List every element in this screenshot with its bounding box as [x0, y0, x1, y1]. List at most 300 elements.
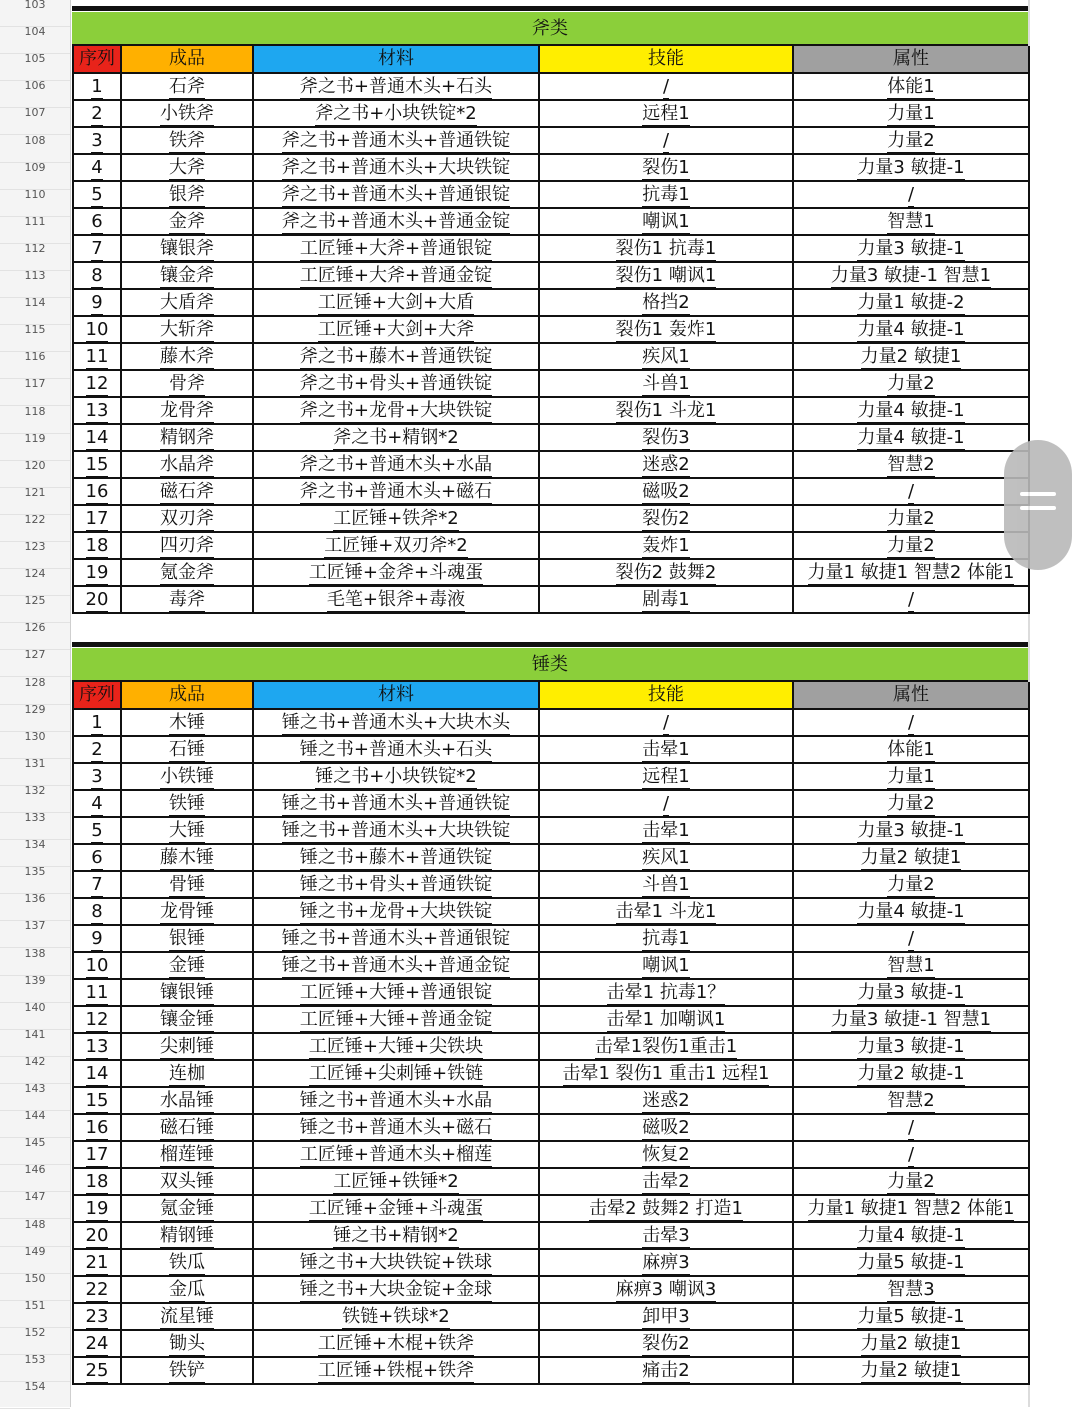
cell-skill[interactable] [539, 451, 793, 478]
cell-index[interactable] [73, 925, 121, 952]
row-number[interactable]: 127 [24, 648, 46, 661]
cell-material[interactable] [253, 925, 539, 952]
cell-product[interactable] [121, 262, 253, 289]
cell-attribute[interactable] [793, 262, 1029, 289]
table-row [73, 343, 1029, 370]
cell-index[interactable] [73, 559, 121, 586]
cell-attribute[interactable] [793, 424, 1029, 451]
cell-skill[interactable] [539, 1276, 793, 1303]
cell-skill[interactable] [539, 1195, 793, 1222]
cell-attribute[interactable] [793, 154, 1029, 181]
floating-scroll-handle[interactable] [1004, 440, 1072, 570]
cell-index[interactable] [73, 1033, 121, 1060]
cell-attribute-text: 力量2 [887, 535, 935, 556]
row-number[interactable]: 154 [24, 1380, 46, 1393]
cell-material[interactable] [253, 478, 539, 505]
table-row [73, 1141, 1029, 1168]
cell-material[interactable] [253, 1303, 539, 1330]
cell-index[interactable] [73, 424, 121, 451]
cell-index-text: 7 [91, 874, 103, 895]
table-row [73, 790, 1029, 817]
cell-attribute[interactable] [793, 817, 1029, 844]
row-number[interactable]: 103 [24, 0, 46, 11]
row-number[interactable]: 111 [24, 215, 46, 228]
row-number[interactable]: 147 [24, 1190, 46, 1203]
cell-index[interactable] [73, 871, 121, 898]
cell-material[interactable] [253, 898, 539, 925]
cell-skill[interactable] [539, 871, 793, 898]
cell-material[interactable] [253, 979, 539, 1006]
cell-material[interactable] [253, 316, 539, 343]
cell-skill[interactable] [539, 1303, 793, 1330]
cell-material[interactable] [253, 208, 539, 235]
cell-index[interactable] [73, 289, 121, 316]
cell-skill[interactable] [539, 181, 793, 208]
row-number[interactable]: 145 [24, 1136, 46, 1149]
cell-index-text: 9 [91, 928, 103, 949]
cell-product[interactable] [121, 844, 253, 871]
cell-material[interactable] [253, 289, 539, 316]
row-number[interactable]: 139 [24, 974, 46, 987]
cell-index[interactable] [73, 343, 121, 370]
cell-skill[interactable] [539, 898, 793, 925]
table-row [73, 262, 1029, 289]
cell-product[interactable] [121, 1330, 253, 1357]
cell-product[interactable] [121, 790, 253, 817]
cell-product[interactable] [121, 397, 253, 424]
cell-product[interactable] [121, 1249, 253, 1276]
cell-attribute[interactable] [793, 1357, 1029, 1384]
cell-product[interactable] [121, 1357, 253, 1384]
cell-product-text: 金锤 [169, 955, 205, 976]
cell-product[interactable] [121, 316, 253, 343]
cell-material[interactable] [253, 1087, 539, 1114]
cell-material[interactable] [253, 1195, 539, 1222]
cell-material[interactable] [253, 127, 539, 154]
cell-index[interactable] [73, 370, 121, 397]
cell-skill[interactable] [539, 736, 793, 763]
cell-material[interactable] [253, 1249, 539, 1276]
cell-product[interactable] [121, 1060, 253, 1087]
cell-attribute[interactable] [793, 397, 1029, 424]
cell-skill[interactable] [539, 709, 793, 736]
row-number[interactable]: 114 [24, 296, 46, 309]
row-number[interactable]: 129 [24, 703, 46, 716]
row-number[interactable]: 150 [24, 1272, 46, 1285]
cell-index[interactable] [73, 73, 121, 100]
cell-skill[interactable] [539, 532, 793, 559]
cell-attribute[interactable] [793, 763, 1029, 790]
cell-index[interactable] [73, 100, 121, 127]
cell-attribute[interactable] [793, 532, 1029, 559]
cell-attribute[interactable] [793, 1006, 1029, 1033]
cell-attribute[interactable] [793, 289, 1029, 316]
cell-index[interactable] [73, 154, 121, 181]
cell-index[interactable] [73, 1222, 121, 1249]
cell-skill[interactable] [539, 100, 793, 127]
cell-attribute[interactable] [793, 505, 1029, 532]
cell-index[interactable] [73, 1087, 121, 1114]
row-number[interactable]: 112 [24, 242, 46, 255]
cell-skill[interactable] [539, 1006, 793, 1033]
cell-product[interactable] [121, 736, 253, 763]
cell-index[interactable] [73, 451, 121, 478]
row-number[interactable]: 134 [24, 838, 46, 851]
cell-index[interactable] [73, 817, 121, 844]
cell-attribute[interactable] [793, 1114, 1029, 1141]
cell-material[interactable] [253, 1060, 539, 1087]
cell-material[interactable] [253, 154, 539, 181]
cell-product[interactable] [121, 1087, 253, 1114]
cell-attribute[interactable] [793, 898, 1029, 925]
cell-attribute[interactable] [793, 979, 1029, 1006]
cell-product[interactable] [121, 1033, 253, 1060]
cell-index[interactable] [73, 898, 121, 925]
row-number[interactable]: 108 [24, 134, 46, 147]
cell-attribute[interactable] [793, 559, 1029, 586]
cell-attribute[interactable] [793, 1033, 1029, 1060]
row-number[interactable]: 118 [24, 405, 46, 418]
cell-product[interactable] [121, 979, 253, 1006]
cell-product[interactable] [121, 478, 253, 505]
cell-material[interactable] [253, 532, 539, 559]
cell-attribute[interactable] [793, 1303, 1029, 1330]
cell-skill[interactable] [539, 1222, 793, 1249]
row-number[interactable]: 149 [24, 1245, 46, 1258]
cell-skill[interactable] [539, 586, 793, 613]
cell-skill[interactable] [539, 952, 793, 979]
cell-index[interactable] [73, 952, 121, 979]
cell-skill[interactable] [539, 289, 793, 316]
row-number[interactable]: 152 [24, 1326, 46, 1339]
cell-product[interactable] [121, 370, 253, 397]
row-number[interactable]: 137 [24, 919, 46, 932]
cell-material[interactable] [253, 1222, 539, 1249]
cell-product[interactable] [121, 127, 253, 154]
cell-index[interactable] [73, 1357, 121, 1384]
cell-attribute[interactable] [793, 370, 1029, 397]
cell-attribute[interactable] [793, 790, 1029, 817]
cell-attribute[interactable] [793, 925, 1029, 952]
cell-index[interactable] [73, 316, 121, 343]
cell-product[interactable] [121, 424, 253, 451]
cell-skill[interactable] [539, 1087, 793, 1114]
cell-index[interactable] [73, 1330, 121, 1357]
cell-skill[interactable] [539, 1249, 793, 1276]
row-number[interactable]: 124 [24, 567, 46, 580]
cell-attribute[interactable] [793, 1222, 1029, 1249]
row-number[interactable]: 120 [24, 459, 46, 472]
cell-index[interactable] [73, 262, 121, 289]
cell-product-text: 磁石锤 [160, 1117, 214, 1138]
row-number[interactable]: 123 [24, 540, 46, 553]
cell-skill[interactable] [539, 208, 793, 235]
cell-product[interactable] [121, 235, 253, 262]
cell-skill[interactable] [539, 154, 793, 181]
cell-skill[interactable] [539, 1060, 793, 1087]
cell-product[interactable] [121, 898, 253, 925]
row-number[interactable]: 130 [24, 730, 46, 743]
cell-material[interactable] [253, 73, 539, 100]
cell-skill[interactable] [539, 316, 793, 343]
cell-product[interactable] [121, 709, 253, 736]
cell-product[interactable] [121, 532, 253, 559]
cell-index[interactable] [73, 979, 121, 1006]
cell-material-text: 工匠锤+大锤+普通金锭 [299, 1009, 493, 1030]
cell-product[interactable] [121, 1168, 253, 1195]
row-number[interactable]: 146 [24, 1163, 46, 1176]
cell-skill[interactable] [539, 235, 793, 262]
cell-attribute[interactable] [793, 871, 1029, 898]
cell-index[interactable] [73, 1168, 121, 1195]
row-number[interactable]: 151 [24, 1299, 46, 1312]
cell-attribute[interactable] [793, 1195, 1029, 1222]
row-number[interactable]: 109 [24, 161, 46, 174]
cell-attribute[interactable] [793, 100, 1029, 127]
cell-index-text: 19 [85, 1198, 109, 1219]
cell-attribute[interactable] [793, 1168, 1029, 1195]
row-number[interactable]: 143 [24, 1082, 46, 1095]
cell-index[interactable] [73, 208, 121, 235]
cell-index[interactable] [73, 505, 121, 532]
row-number[interactable]: 115 [24, 323, 46, 336]
cell-attribute[interactable] [793, 316, 1029, 343]
cell-material[interactable] [253, 817, 539, 844]
table-row [73, 532, 1029, 559]
row-number[interactable]: 119 [24, 432, 46, 445]
row-number[interactable]: 104 [24, 25, 46, 38]
cell-product[interactable] [121, 289, 253, 316]
cell-material[interactable] [253, 451, 539, 478]
cell-material-text: 锤之书+骨头+普通铁锭 [299, 874, 493, 895]
cell-skill[interactable] [539, 817, 793, 844]
cell-material[interactable] [253, 424, 539, 451]
cell-index[interactable] [73, 397, 121, 424]
cell-attribute[interactable] [793, 952, 1029, 979]
row-number[interactable]: 144 [24, 1109, 46, 1122]
cell-index[interactable] [73, 127, 121, 154]
cell-material[interactable] [253, 1330, 539, 1357]
cell-attribute-text: 力量2 敏捷1 [860, 1333, 962, 1354]
cell-skill[interactable] [539, 1330, 793, 1357]
cell-index[interactable] [73, 844, 121, 871]
cell-index[interactable] [73, 478, 121, 505]
cell-product[interactable] [121, 1222, 253, 1249]
cell-product[interactable] [121, 559, 253, 586]
row-number[interactable]: 107 [24, 106, 46, 119]
cell-skill[interactable] [539, 1357, 793, 1384]
row-number[interactable]: 117 [24, 377, 46, 390]
cell-material[interactable] [253, 763, 539, 790]
cell-attribute[interactable] [793, 181, 1029, 208]
row-number[interactable]: 106 [24, 79, 46, 92]
cell-attribute[interactable] [793, 736, 1029, 763]
cell-product[interactable] [121, 208, 253, 235]
cell-skill[interactable] [539, 478, 793, 505]
row-number[interactable]: 116 [24, 350, 46, 363]
row-number[interactable]: 136 [24, 892, 46, 905]
cell-material[interactable] [253, 100, 539, 127]
cell-material[interactable] [253, 505, 539, 532]
row-number[interactable]: 126 [24, 621, 46, 634]
cell-material[interactable] [253, 790, 539, 817]
row-number[interactable]: 135 [24, 865, 46, 878]
row-number[interactable]: 125 [24, 594, 46, 607]
row-number[interactable]: 138 [24, 947, 46, 960]
row-number[interactable]: 133 [24, 811, 46, 824]
cell-product[interactable] [121, 1006, 253, 1033]
row-number[interactable]: 131 [24, 757, 46, 770]
cell-skill[interactable] [539, 1141, 793, 1168]
cell-index[interactable] [73, 790, 121, 817]
cell-skill[interactable] [539, 1033, 793, 1060]
cell-product[interactable] [121, 763, 253, 790]
cell-skill[interactable] [539, 262, 793, 289]
cell-material[interactable] [253, 343, 539, 370]
cell-index-text: 16 [85, 1117, 109, 1138]
cell-index[interactable] [73, 181, 121, 208]
cell-index[interactable] [73, 1303, 121, 1330]
cell-index[interactable] [73, 1141, 121, 1168]
table-row [73, 586, 1029, 613]
cell-material[interactable] [253, 1141, 539, 1168]
cell-attribute[interactable] [793, 343, 1029, 370]
cell-material[interactable] [253, 1006, 539, 1033]
cell-index[interactable] [73, 1060, 121, 1087]
cell-product[interactable] [121, 1114, 253, 1141]
cell-material[interactable] [253, 1114, 539, 1141]
cell-material[interactable] [253, 871, 539, 898]
cell-skill[interactable] [539, 1168, 793, 1195]
cell-skill[interactable] [539, 397, 793, 424]
cell-material[interactable] [253, 736, 539, 763]
cell-index[interactable] [73, 1195, 121, 1222]
cell-attribute[interactable] [793, 844, 1029, 871]
cell-index[interactable] [73, 1006, 121, 1033]
cell-product[interactable] [121, 817, 253, 844]
cell-index[interactable] [73, 586, 121, 613]
cell-skill[interactable] [539, 370, 793, 397]
cell-attribute[interactable] [793, 73, 1029, 100]
cell-skill[interactable] [539, 73, 793, 100]
cell-attribute[interactable] [793, 235, 1029, 262]
cell-material-text: 工匠锤+金斧+斗魂蛋 [308, 562, 484, 583]
cell-product[interactable] [121, 343, 253, 370]
cell-material[interactable] [253, 262, 539, 289]
cell-product[interactable] [121, 925, 253, 952]
cell-index[interactable] [73, 1276, 121, 1303]
cell-material[interactable] [253, 709, 539, 736]
cell-material[interactable] [253, 586, 539, 613]
cell-product[interactable] [121, 1141, 253, 1168]
cell-index[interactable] [73, 1114, 121, 1141]
cell-material[interactable] [253, 181, 539, 208]
cell-material[interactable] [253, 844, 539, 871]
cell-skill[interactable] [539, 505, 793, 532]
row-number[interactable]: 113 [24, 269, 46, 282]
cell-product[interactable] [121, 181, 253, 208]
cell-skill[interactable] [539, 979, 793, 1006]
cell-product[interactable] [121, 154, 253, 181]
cell-material[interactable] [253, 370, 539, 397]
cell-product[interactable] [121, 73, 253, 100]
cell-skill[interactable] [539, 127, 793, 154]
cell-index[interactable] [73, 235, 121, 262]
cell-skill[interactable] [539, 844, 793, 871]
row-number[interactable]: 105 [24, 52, 46, 65]
header-material: 材料 [253, 46, 539, 73]
cell-skill[interactable] [539, 1114, 793, 1141]
cell-skill[interactable] [539, 559, 793, 586]
cell-attribute[interactable] [793, 478, 1029, 505]
cell-attribute[interactable] [793, 1087, 1029, 1114]
cell-skill[interactable] [539, 925, 793, 952]
cell-attribute[interactable] [793, 709, 1029, 736]
row-number[interactable]: 153 [24, 1353, 46, 1366]
row-number[interactable]: 142 [24, 1055, 46, 1068]
row-number[interactable]: 121 [24, 486, 46, 499]
cell-product[interactable] [121, 1276, 253, 1303]
cell-attribute[interactable] [793, 127, 1029, 154]
cell-attribute[interactable] [793, 1249, 1029, 1276]
cell-product[interactable] [121, 505, 253, 532]
cell-attribute[interactable] [793, 586, 1029, 613]
cell-skill[interactable] [539, 790, 793, 817]
cell-product[interactable] [121, 952, 253, 979]
cell-attribute[interactable] [793, 1060, 1029, 1087]
cell-material-text: 工匠锤+铁斧*2 [333, 508, 459, 529]
cell-material[interactable] [253, 235, 539, 262]
cell-product-text: 铁铲 [169, 1360, 205, 1381]
cell-product[interactable] [121, 1303, 253, 1330]
row-number[interactable]: 128 [24, 676, 46, 689]
cell-index-text: 15 [85, 454, 109, 475]
cell-product[interactable] [121, 100, 253, 127]
cell-attribute[interactable] [793, 208, 1029, 235]
cell-material[interactable] [253, 397, 539, 424]
cell-product[interactable] [121, 1195, 253, 1222]
cell-attribute[interactable] [793, 1141, 1029, 1168]
cell-product[interactable] [121, 586, 253, 613]
cell-index[interactable] [73, 736, 121, 763]
cell-material[interactable] [253, 952, 539, 979]
cell-skill[interactable] [539, 763, 793, 790]
cell-attribute[interactable] [793, 1276, 1029, 1303]
cell-index[interactable] [73, 1249, 121, 1276]
row-number[interactable]: 140 [24, 1001, 46, 1014]
cell-skill[interactable] [539, 424, 793, 451]
cell-material[interactable] [253, 1168, 539, 1195]
row-number[interactable]: 141 [24, 1028, 46, 1041]
cell-index[interactable] [73, 763, 121, 790]
table-row [73, 181, 1029, 208]
row-number[interactable]: 122 [24, 513, 46, 526]
cell-material[interactable] [253, 1357, 539, 1384]
row-number[interactable]: 132 [24, 784, 46, 797]
cell-product[interactable] [121, 451, 253, 478]
cell-index[interactable] [73, 709, 121, 736]
cell-product[interactable] [121, 871, 253, 898]
cell-material[interactable] [253, 1276, 539, 1303]
cell-material[interactable] [253, 1033, 539, 1060]
cell-attribute[interactable] [793, 451, 1029, 478]
cell-skill[interactable] [539, 343, 793, 370]
cell-attribute[interactable] [793, 1330, 1029, 1357]
row-number[interactable]: 148 [24, 1218, 46, 1231]
cell-index[interactable] [73, 532, 121, 559]
row-number[interactable]: 110 [24, 188, 46, 201]
cell-material[interactable] [253, 559, 539, 586]
